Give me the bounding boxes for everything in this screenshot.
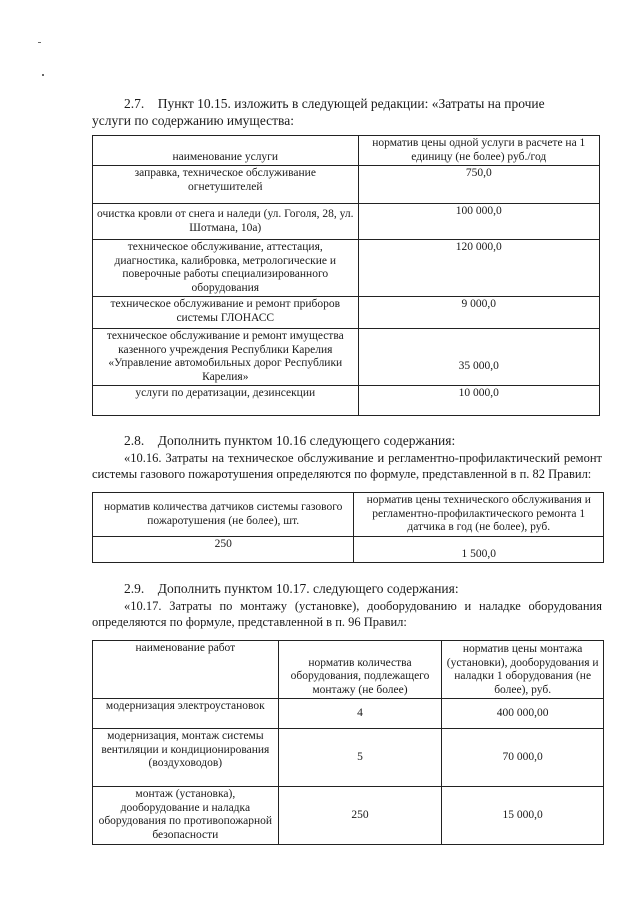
table-row-qty: 250 [278, 787, 442, 845]
col-header-qty: норматив количества оборудования, подлежащего монтажу (не более) [278, 641, 442, 699]
col-header-service-name: наименование услуги [93, 136, 359, 166]
table-installation [92, 640, 604, 845]
table-row-value: 35 000,0 [358, 329, 599, 386]
table-row-price: 400 000,00 [442, 699, 604, 729]
section-2-9-text: «10.17. Затраты по монтажу (установке), дооборудованию и наладке оборудования определяются по формуле, представленной в п. 96 Правил: [92, 599, 602, 629]
table-row-name: модернизация электроустановок [93, 699, 279, 729]
scan-speck [42, 74, 44, 76]
table-gas-sensors [92, 492, 604, 563]
col-header-price: норматив цены монтажа (установки), дооборудования и наладки 1 оборудования (не более), руб. [442, 641, 604, 699]
col-header-price: норматив цены одной услуги в расчете на 1 единицу (не более) руб./год [358, 136, 599, 166]
table-row-value: 9 000,0 [358, 297, 599, 329]
table-row-name: очистка кровли от снега и наледи (ул. Гоголя, 28, ул. Шотмана, 10а) [93, 204, 359, 240]
section-2-8-text: «10.16. Затраты на техническое обслуживание и регламентно-профилактический ремонт системы газового пожаротушения определяются по формуле, представленной в п. 82 Правил: [92, 451, 602, 481]
col-header-work-name: наименование работ [93, 641, 279, 699]
col-header-sensor-count: норматив количества датчиков системы газового пожаротушения (не более), шт. [93, 493, 354, 537]
table-row-name: заправка, техническое обслуживание огнетушителей [93, 166, 359, 204]
table-row-name: монтаж (установка), дооборудование и наладка оборудования по противопожарной безопасности [93, 787, 279, 845]
scan-speck [38, 42, 41, 43]
table-row-value: 750,0 [358, 166, 599, 204]
table-row-price: 70 000,0 [442, 729, 604, 787]
section-2-8-heading: 2.8. Дополнить пунктом 10.16 следующего содержания: [124, 433, 456, 448]
section-2-7-heading-cont: услуги по содержанию имущества: [92, 113, 294, 128]
table-row-value: 100 000,0 [358, 204, 599, 240]
table-row-value: 120 000,0 [358, 240, 599, 297]
table-services [92, 135, 600, 416]
col-header-sensor-price: норматив цены технического обслуживания и регламентно-профилактического ремонта 1 датчика в год (не более), руб. [354, 493, 604, 537]
table-row-name: услуги по дератизации, дезинсекции [93, 386, 359, 416]
table-cell-sensor-price: 1 500,0 [354, 537, 604, 563]
table-row-qty: 4 [278, 699, 442, 729]
table-row-value: 10 000,0 [358, 386, 599, 416]
section-2-7-heading: 2.7. Пункт 10.15. изложить в следующей редакции: «Затраты на прочие [124, 96, 545, 111]
table-cell-sensor-count: 250 [93, 537, 354, 563]
table-row-qty: 5 [278, 729, 442, 787]
table-row-name: техническое обслуживание, аттестация, диагностика, калибровка, метрологические и поверочные работы специализированного оборудования [93, 240, 359, 297]
table-row-name: техническое обслуживание и ремонт имущества казенного учреждения Республики Карелия «Управление автомобильных дорог Республики Карелия» [93, 329, 359, 386]
table-row-price: 15 000,0 [442, 787, 604, 845]
section-2-9-heading: 2.9. Дополнить пунктом 10.17. следующего содержания: [124, 581, 459, 596]
table-row-name: модернизация, монтаж системы вентиляции и кондиционирования (воздуховодов) [93, 729, 279, 787]
table-row-name: техническое обслуживание и ремонт приборов системы ГЛОНАСС [93, 297, 359, 329]
